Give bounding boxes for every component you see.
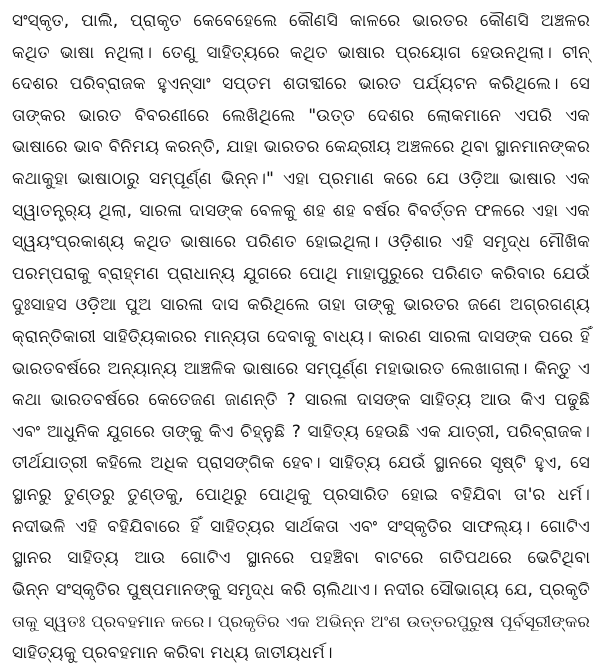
document-page xyxy=(12,6,590,663)
text-line: କ୍ରାନ୍ତିକାରୀ ସାହିତ୍ୟିକାରର ମାନ୍ୟତା ଦେବାକୁ ବାଧ୍ୟ। କାରଣ ସାରଳା ଦାସଙ୍କ ପରେ ହିଁ xyxy=(12,326,590,347)
text-line: ସ୍ୱାତନ୍ତ୍ର୍ୟ ଥିଲା, ସାରଳା ଦାସଙ୍କ ବେଳକୁ ଶହ ଶହ ବର୍ଷର ବିବର୍ତ୍ତନ ଫଳରେ ଏହା ଏକ xyxy=(12,200,590,221)
text-line: ଭିନ୍ନ ସଂସ୍କୃତିର ପୁଷ୍ପମାନଙ୍କୁ ସମୃଦ୍ଧ କରି ଚାଲିଥାଏ। ନଦୀର ସୌଭାଗ୍ୟ ଯେ, ପ୍ରକୃତି xyxy=(12,579,590,600)
text-line: ସଂସ୍କୃତ, ପାଲି, ପ୍ରାକୃତ କେବେହେଲେ କୌଣସି କାଳରେ ଭାରତର କୌଣସି ଅଞ୍ଚଳର xyxy=(12,11,590,31)
text-line: କଥା ଭାରତବର୍ଷରେ କେତେଜଣ ଜାଣନ୍ତି ? ସାରଳା ଦାସଙ୍କ ସାହିତ୍ୟ ଆଉ କିଏ ପଢୁଛି xyxy=(12,390,590,411)
text-line: ସାହିତ୍ୟକୁ ପ୍ରବହମାନ କରିବା ମଧ୍ୟ ଜାତୀୟଧର୍ମ। xyxy=(12,642,333,663)
text-line: ଭାରତବର୍ଷରେ ଅନ୍ୟାନ୍ୟ ଆଞ୍ଚଳିକ ଭାଷାରେ ସମ୍ପୂର୍ଣ୍ଣ ମହାଭାରତ ଲେଖାଗଲା। କିନ୍ତୁ ଏ xyxy=(12,358,590,379)
text-line: କଥାକୁହା ଭାଷାଠାରୁ ସମ୍ପୂର୍ଣ୍ଣ ଭିନ୍ନ।" ଏହା ପ୍ରମାଣ କରେ ଯେ ଓଡ଼ିଆ ଭାଷାର ଏକ xyxy=(12,168,590,189)
text-line: ପରମ୍ପରାକୁ ବ୍ରାହ୍ମଣ ପ୍ରାଧାନ୍ୟ ଯୁଗରେ ପୋଥି ମାହାପୁରୁରେ ପରିଣତ କରିବାର ଯେଉଁ xyxy=(12,263,590,284)
text-line: ଦୁଃସାହସ ଓଡ଼ିଆ ପୁଅ ସାରଳା ଦାସ କରିଥିଲେ ତାହା ତାଙ୍କୁ ଭାରତର ଜଣେ ଅଗ୍ରଗଣ୍ୟ xyxy=(12,295,590,316)
text-line: ନଦୀଭଳି ଏହି ବହିଯିବାରେ ହିଁ ସାହିତ୍ୟର ସାର୍ଥକତା ଏବଂ ସଂସ୍କୃତିର ସାଫଲ୍ୟ। ଗୋଟିଏ xyxy=(12,516,590,537)
text-line: ସ୍ଥାନରୁ ତୁଣ୍ଡରୁ ତୁଣ୍ଡକୁ, ପୋଥିରୁ ପୋଥିକୁ ପ୍ରସାରିତ ହୋଇ ବହିଯିବା ତା'ର ଧର୍ମ। xyxy=(12,484,590,505)
text-line: ତାଙ୍କର ଭାରତ ବିବରଣୀରେ ଲେଖିଥିଲେ "ଉତ୍ତ ଦେଶର ଲୋକମାନେ ଏପରି ଏକ xyxy=(12,105,590,126)
body-paragraph xyxy=(12,6,590,669)
text-line: ଏବଂ ଆଧୁନିକ ଯୁଗରେ ତାଙ୍କୁ କିଏ ଚିହ୍ନୁଛି ? ସାହିତ୍ୟ ହେଉଛି ଏକ ଯାତ୍ରୀ, ପରିବ୍ରାଜକ। xyxy=(12,421,590,442)
text-line: ତାକୁ ସ୍ୱତଃ ପ୍ରବହମାନ କରେ। ପ୍ରକୃତିର ଏକ ଅଭିନ୍ନ ଅଂଶ ଉତ୍ତରପୁରୁଷ ପୂର୍ବସୂରୀଙ୍କର xyxy=(12,612,590,632)
text-line: କଥିତ ଭାଷା ନଥିଲା। ତେଣୁ ସାହିତ୍ୟରେ କଥିତ ଭାଷାର ପ୍ରୟୋଗ ହେଉନଥିଲା। ଚୀନ୍ xyxy=(12,42,590,63)
text-line: ଦେଶର ପରିବ୍ରାଜକ ହୁଏନ୍‌ସାଂ ସପ୍ତମ ଶତାବ୍ଦୀରେ ଭାରତ ପର୍ଯ୍ୟଟନ କରିଥିଲେ। ସେ xyxy=(12,74,590,95)
text-line: ସ୍ଥାନର ସାହିତ୍ୟ ଆଉ ଗୋଟିଏ ସ୍ଥାନରେ ପହଞ୍ଚିବା ବାଟରେ ଗତିପଥରେ ଭେଟିଥିବା xyxy=(12,548,590,569)
text-line: ତୀର୍ଥଯାତ୍ରୀ କହିଲେ ଅଧିକ ପ୍ରାସଙ୍ଗିକ ହେବ। ସାହିତ୍ୟ ଯେଉଁ ସ୍ଥାନରେ ସୃଷ୍ଟି ହୁଏ, ସେ xyxy=(12,453,590,474)
text-line: ସ୍ୱୟଂପ୍ରକାଶ୍ୟ କଥିତ ଭାଷାରେ ପରିଣତ ହୋଇଥିଲା। ଓଡ଼ିଶାର ଏହି ସମୃଦ୍ଧ ମୌଖିକ xyxy=(12,232,590,253)
text-line: ଭାଷାରେ ଭାବ ବିନିମୟ କରନ୍ତି, ଯାହା ଭାରତର କେନ୍ଦ୍ରୀୟ ଅଞ୍ଚଳରେ ଥିବା ସ୍ଥାନମାନଙ୍କର xyxy=(12,137,590,158)
